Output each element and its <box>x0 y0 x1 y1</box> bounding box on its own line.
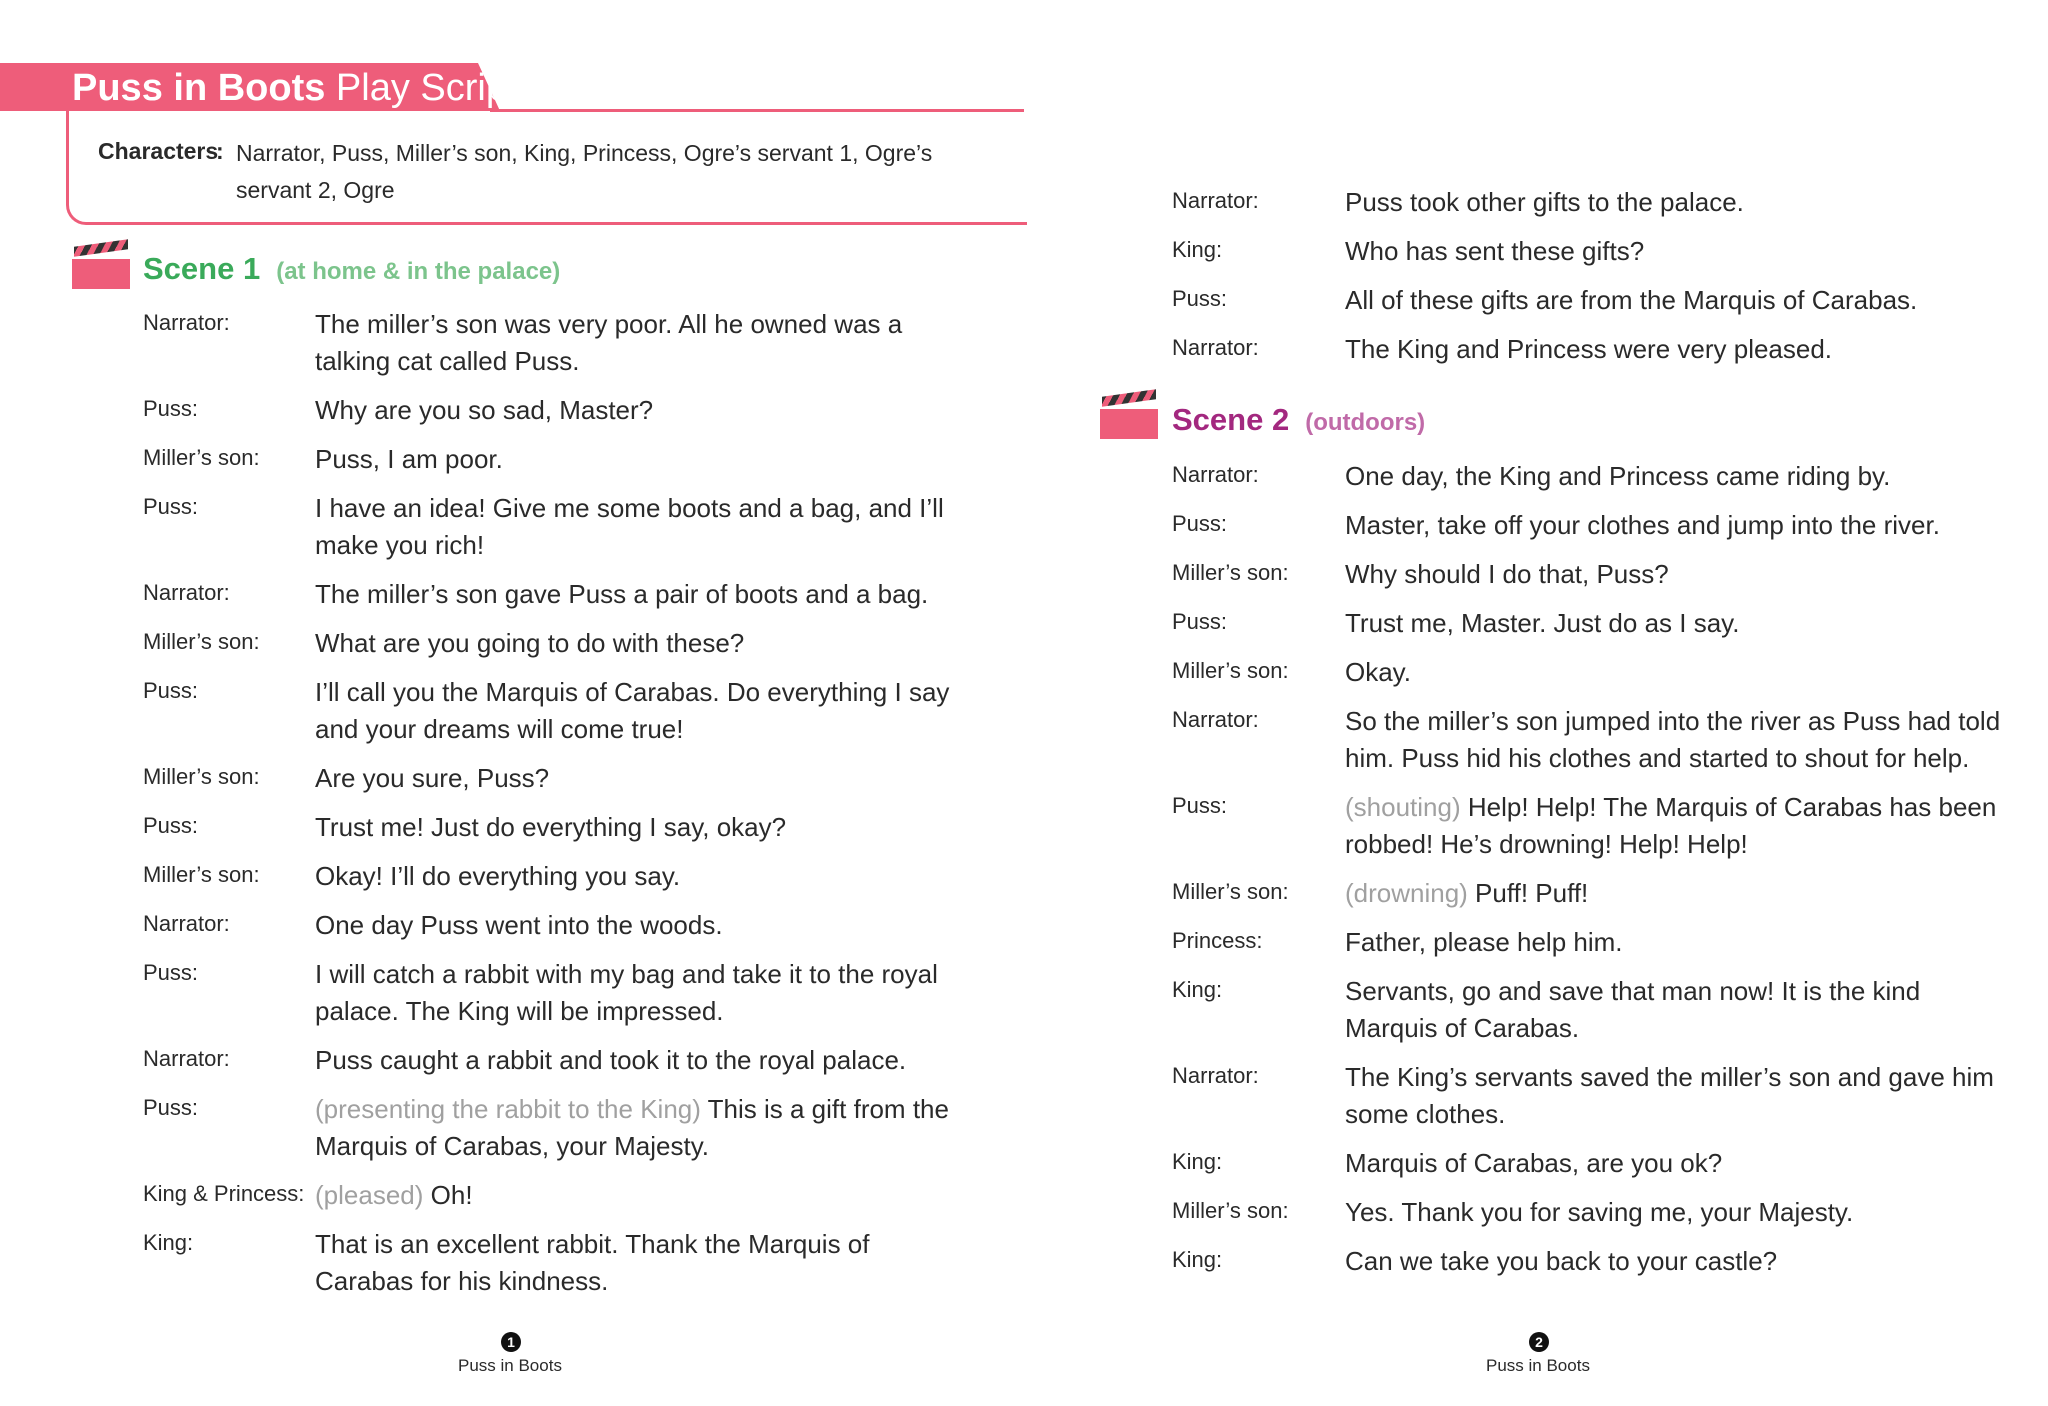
line-text: Okay. <box>1345 657 1411 687</box>
speaker-name: King: <box>1172 1149 1223 1174</box>
speech-text <box>1345 458 2005 495</box>
line-text: Yes. Thank you for saving me, your Majesty. <box>1345 1197 1854 1227</box>
scene-1-heading <box>143 251 560 287</box>
line-text: Master, take off your clothes and jump into the river. <box>1345 510 1940 540</box>
speech-text <box>1345 1243 2005 1280</box>
speaker-name: Puss: <box>143 678 199 703</box>
line-text: Why are you so sad, Master? <box>315 395 654 425</box>
speaker-name: Puss: <box>1172 609 1228 634</box>
speech-text <box>315 809 955 846</box>
speech-text <box>315 576 955 613</box>
line-text: The miller’s son was very poor. All he owned was a talking cat called Puss. <box>315 309 903 376</box>
line-text: Father, please help him. <box>1345 927 1623 957</box>
speech-text <box>1345 1194 2005 1231</box>
line-text: Servants, go and save that man now! It is the kind Marquis of Carabas. <box>1345 976 1921 1043</box>
speech-text <box>1345 184 2005 221</box>
line-text: Marquis of Carabas, are you ok? <box>1345 1148 1723 1178</box>
speaker-name: Miller’s son: <box>143 862 260 887</box>
speech-text <box>1345 654 2005 691</box>
speaker-name: Miller’s son: <box>143 764 260 789</box>
speech-text <box>315 858 955 895</box>
line-text: One day Puss went into the woods. <box>315 910 723 940</box>
scene-2-heading <box>1172 402 1425 438</box>
speaker-name: Miller’s son: <box>143 629 260 654</box>
line-text: Oh! <box>423 1180 473 1210</box>
speaker-name: Narrator: <box>143 310 230 335</box>
speech-text <box>1345 507 2005 544</box>
speech-text <box>1345 282 2005 319</box>
speaker-name: King: <box>1172 1247 1223 1272</box>
speaker-name: Narrator: <box>1172 188 1259 213</box>
line-text: I’ll call you the Marquis of Carabas. Do everything I say and your dreams will come true! <box>315 677 950 744</box>
line-text: Are you sure, Puss? <box>315 763 550 793</box>
speaker-name: Puss: <box>1172 511 1228 536</box>
speech-text <box>1345 789 2005 863</box>
speaker-name: Narrator: <box>1172 462 1259 487</box>
scene-2-note: (outdoors) <box>1305 409 1426 436</box>
line-text: So the miller’s son jumped into the river as Puss had told him. Puss hid his clothes and started to shout for help. <box>1345 706 2001 773</box>
speaker-name: Miller’s son: <box>1172 879 1289 904</box>
speech-text <box>315 490 955 564</box>
page-number: 1 <box>501 1332 521 1352</box>
speech-text <box>315 392 955 429</box>
speaker-name: Puss: <box>143 813 199 838</box>
line-text: Puss, I am poor. <box>315 444 503 474</box>
speech-text <box>315 306 955 380</box>
line-text: All of these gifts are from the Marquis of Carabas. <box>1345 285 1918 315</box>
line-text: This is a gift from the Marquis of Carabas, your Majesty. <box>315 1094 949 1161</box>
scene-2-title: Scene 2 <box>1172 402 1290 437</box>
stage-direction: (drowning) <box>1345 878 1468 908</box>
right-page <box>1024 0 2048 1406</box>
speech-text <box>315 1177 955 1214</box>
speech-text <box>315 907 955 944</box>
speaker-name: Puss: <box>143 1095 199 1120</box>
speaker-name: King: <box>1172 237 1223 262</box>
line-text: Why should I do that, Puss? <box>1345 559 1669 589</box>
line-text: Puff! Puff! <box>1467 878 1589 908</box>
line-text: I have an idea! Give me some boots and a bag, and I’ll make you rich! <box>315 493 944 560</box>
speaker-name: Miller’s son: <box>1172 560 1289 585</box>
speaker-name: King: <box>143 1230 194 1255</box>
speaker-name: Puss: <box>143 396 199 421</box>
line-text: Trust me! Just do everything I say, okay? <box>315 812 787 842</box>
title-bold: Puss in Boots <box>72 67 326 109</box>
line-text: Help! Help! The Marquis of Carabas has been robbed! He’s drowning! Help! Help! <box>1345 792 1997 859</box>
speaker-name: Narrator: <box>143 580 230 605</box>
line-text: That is an excellent rabbit. Thank the Marquis of Carabas for his kindness. <box>315 1229 870 1296</box>
speech-text <box>315 760 955 797</box>
line-text: Puss took other gifts to the palace. <box>1345 187 1744 217</box>
speech-text <box>315 1226 955 1300</box>
speaker-name: Narrator: <box>1172 335 1259 360</box>
speaker-name: Miller’s son: <box>1172 658 1289 683</box>
speech-text <box>1345 875 2005 912</box>
scene-1-title: Scene 1 <box>143 251 261 286</box>
footer-label: Puss in Boots <box>458 1356 562 1375</box>
speech-text <box>315 625 955 662</box>
line-text: The King and Princess were very pleased. <box>1345 334 1833 364</box>
line-text: The King’s servants saved the miller’s son and gave him some clothes. <box>1345 1062 1994 1129</box>
title-rest: Play Script <box>325 67 518 109</box>
line-text: Trust me, Master. Just do as I say. <box>1345 608 1740 638</box>
speech-text <box>315 1091 955 1165</box>
speaker-name: Puss: <box>1172 793 1228 818</box>
speech-text <box>1345 924 2005 961</box>
speaker-name: Puss: <box>143 494 199 519</box>
stage-direction: (shouting) <box>1345 792 1461 822</box>
line-text: I will catch a rabbit with my bag and take it to the royal palace. The King will be impressed. <box>315 959 938 1026</box>
speech-text <box>1345 331 2005 368</box>
speaker-name: Narrator: <box>143 911 230 936</box>
line-text: What are you going to do with these? <box>315 628 745 658</box>
footer-label: Puss in Boots <box>1486 1356 1590 1375</box>
stage-direction: (pleased) <box>315 1180 424 1210</box>
line-text: Who has sent these gifts? <box>1345 236 1645 266</box>
line-text: Can we take you back to your castle? <box>1345 1246 1778 1276</box>
speech-text <box>1345 1145 2005 1182</box>
line-text: Okay! I’ll do everything you say. <box>315 861 681 891</box>
speech-text <box>1345 703 2005 777</box>
clapperboard-icon <box>1100 393 1158 439</box>
speech-text <box>1345 973 2005 1047</box>
line-text: The miller’s son gave Puss a pair of boots and a bag. <box>315 579 929 609</box>
speech-text <box>315 1042 955 1079</box>
speech-text <box>1345 1059 2005 1133</box>
stage-direction: (presenting the rabbit to the King) <box>315 1094 701 1124</box>
characters-colon: : <box>216 138 224 164</box>
characters-list: Narrator, Puss, Miller’s son, King, Princess, Ogre’s servant 1, Ogre’s servant 2, Ogre <box>236 140 933 203</box>
line-text: Puss caught a rabbit and took it to the royal palace. <box>315 1045 907 1075</box>
scene-1-note: (at home & in the palace) <box>276 258 561 285</box>
speaker-name: Narrator: <box>1172 1063 1259 1088</box>
speaker-name: Narrator: <box>143 1046 230 1071</box>
clapperboard-icon <box>72 243 130 289</box>
speaker-name: Puss: <box>143 960 199 985</box>
speaker-name: Princess: <box>1172 928 1263 953</box>
speaker-name: Narrator: <box>1172 707 1259 732</box>
speaker-name: King & Princess: <box>143 1181 305 1206</box>
speaker-name: Puss: <box>1172 286 1228 311</box>
speech-text <box>315 674 955 748</box>
page-number: 2 <box>1529 1332 1549 1352</box>
speech-text <box>315 441 955 478</box>
line-text: One day, the King and Princess came riding by. <box>1345 461 1891 491</box>
speaker-name: Miller’s son: <box>143 445 260 470</box>
speech-text <box>1345 605 2005 642</box>
characters-label: Characters <box>98 138 219 164</box>
page-title <box>72 66 518 110</box>
speech-text <box>1345 556 2005 593</box>
speech-text <box>315 956 955 1030</box>
speech-text <box>1345 233 2005 270</box>
speaker-name: King: <box>1172 977 1223 1002</box>
speaker-name: Miller’s son: <box>1172 1198 1289 1223</box>
